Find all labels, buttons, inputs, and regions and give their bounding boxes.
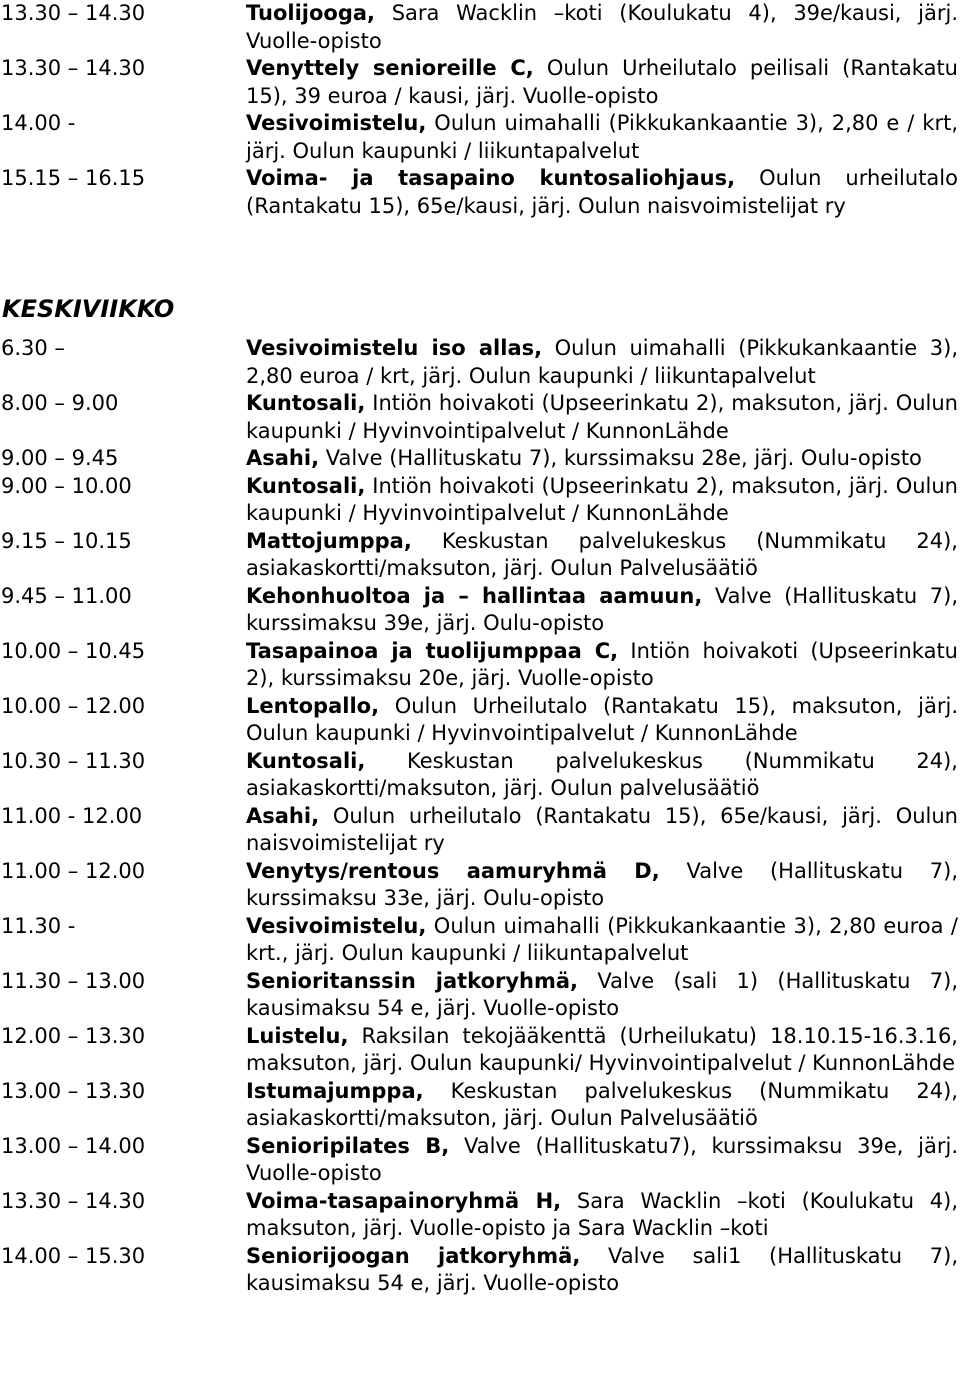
entry-activity-name: Asahi, xyxy=(246,446,320,470)
schedule-entry xyxy=(0,390,960,445)
entry-details: Sara Wacklin –koti (Koulukatu 4), maksuton, järj. Vuolle-opisto ja Sara Wacklin –koti xyxy=(246,1188,958,1240)
entry-activity-name: Senioritanssin jatkoryhmä, xyxy=(246,968,579,993)
entry-time: 10.00 – 10.45 xyxy=(1,638,146,663)
entry-time: 9.00 – 9.45 xyxy=(1,446,119,470)
entry-description xyxy=(246,110,958,165)
entry-description xyxy=(246,1023,958,1078)
entry-time: 13.00 – 13.30 xyxy=(1,1078,146,1103)
schedule-entry xyxy=(0,528,960,583)
entry-details: Intiön hoivakoti (Upseerinkatu 2), maksuton, järj. Oulun kaupunki / Hyvinvointipalvelut / KunnonLähde xyxy=(246,473,958,525)
entry-activity-name: Asahi, xyxy=(246,803,320,828)
entry-activity-name: Lentopallo, xyxy=(246,693,380,718)
entry-description xyxy=(246,638,958,693)
entry-details: Oulun urheilutalo (Rantakatu 15), 65e/kausi, järj. Oulun naisvoimistelijat ry xyxy=(246,166,958,218)
entry-time: 10.30 – 11.30 xyxy=(1,748,146,773)
schedule-entry xyxy=(0,110,960,165)
entry-description xyxy=(246,165,958,220)
schedule-entry xyxy=(0,55,960,110)
entry-activity-name: Senioripilates B, xyxy=(246,1133,450,1158)
entry-activity-name: Voima-tasapainoryhmä H, xyxy=(246,1188,562,1213)
entry-time: 13.00 – 14.00 xyxy=(1,1133,146,1158)
entry-time: 11.00 - 12.00 xyxy=(1,803,143,828)
schedule-entry xyxy=(0,1078,960,1133)
schedule-entry xyxy=(0,1023,960,1078)
entry-description xyxy=(246,445,958,473)
entry-time: 13.30 – 14.30 xyxy=(1,1188,146,1213)
schedule-entry xyxy=(0,0,960,55)
wednesday-schedule xyxy=(0,335,960,1298)
entry-activity-name: Kuntosali, xyxy=(246,748,366,773)
entry-activity-name: Seniorijoogan jatkoryhmä, xyxy=(246,1243,581,1268)
schedule-entry xyxy=(0,473,960,528)
entry-time: 9.45 – 11.00 xyxy=(1,583,132,608)
section-heading-wednesday: KESKIVIIKKO xyxy=(2,295,175,323)
schedule-entry xyxy=(0,803,960,858)
entry-details: Sara Wacklin –koti (Koulukatu 4), 39e/kausi, järj. Vuolle-opisto xyxy=(246,1,958,53)
entry-description xyxy=(246,1188,958,1243)
entry-details: Intiön hoivakoti (Upseerinkatu 2), maksuton, järj. Oulun kaupunki / Hyvinvointipalvelut / KunnonLähde xyxy=(246,391,958,443)
entry-activity-name: Tuolijooga, xyxy=(246,1,376,25)
entry-time: 11.30 - xyxy=(1,913,76,938)
entry-description xyxy=(246,528,958,583)
schedule-entry xyxy=(0,693,960,748)
entry-details: Oulun uimahalli (Pikkukankaantie 3), 2,80 euroa / krt, järj. Oulun kaupunki / liikuntapalvelut xyxy=(246,336,958,388)
entry-description xyxy=(246,583,958,638)
schedule-entry xyxy=(0,968,960,1023)
entry-description xyxy=(246,803,958,858)
entry-details: Valve (Hallituskatu 7), kurssimaksu 39e, järj. Oulu-opisto xyxy=(246,583,958,635)
entry-activity-name: Luistelu, xyxy=(246,1023,349,1048)
entry-time: 11.00 – 12.00 xyxy=(1,858,146,883)
entry-time: 9.00 – 10.00 xyxy=(1,473,132,498)
entry-activity-name: Vesivoimistelu, xyxy=(246,913,427,938)
entry-description xyxy=(246,968,958,1023)
entry-activity-name: Venytys/rentous aamuryhmä D, xyxy=(246,858,660,883)
entry-details: Keskustan palvelukeskus (Nummikatu 24), asiakaskortti/maksuton, järj. Oulun palvelusäätiö xyxy=(246,748,958,800)
entry-details: Oulun urheilutalo (Rantakatu 15), 65e/kausi, järj. Oulun naisvoimistelijat ry xyxy=(246,803,958,855)
entry-activity-name: Kehonhuoltoa ja – hallintaa aamuun, xyxy=(246,583,703,608)
entry-activity-name: Tasapainoa ja tuolijumppaa C, xyxy=(246,638,619,663)
entry-activity-name: Voima- ja tasapaino kuntosaliohjaus, xyxy=(246,166,736,190)
entry-activity-name: Vesivoimistelu, xyxy=(246,111,427,135)
entry-time: 13.30 – 14.30 xyxy=(1,1,146,25)
schedule-entry xyxy=(0,1188,960,1243)
entry-description xyxy=(246,913,958,968)
schedule-entry xyxy=(0,583,960,638)
entry-description xyxy=(246,473,958,528)
entry-activity-name: Mattojumppa, xyxy=(246,528,412,553)
entry-details: Valve (Hallituskatu7), kurssimaksu 39e, järj. Vuolle-opisto xyxy=(246,1133,958,1185)
entry-description xyxy=(246,55,958,110)
entry-activity-name: Vesivoimistelu iso allas, xyxy=(246,336,543,360)
schedule-entry xyxy=(0,1243,960,1298)
entry-description xyxy=(246,748,958,803)
entry-time: 9.15 – 10.15 xyxy=(1,528,132,553)
entry-time: 11.30 – 13.00 xyxy=(1,968,146,993)
schedule-entry xyxy=(0,913,960,968)
entry-activity-name: Istumajumppa, xyxy=(246,1078,424,1103)
entry-time: 12.00 – 13.30 xyxy=(1,1023,146,1048)
entry-details: Keskustan palvelukeskus (Nummikatu 24), asiakaskortti/maksuton, järj. Oulun Palvelusäätiö xyxy=(246,528,958,580)
entry-time: 14.00 - xyxy=(1,111,76,135)
entry-details: Valve (Hallituskatu 7), kurssimaksu 33e, järj. Oulu-opisto xyxy=(246,858,958,910)
entry-details: Valve (sali 1) (Hallituskatu 7), kausimaksu 54 e, järj. Vuolle-opisto xyxy=(246,968,958,1020)
tuesday-schedule-continued xyxy=(0,0,960,220)
entry-details: Oulun Urheilutalo (Rantakatu 15), maksuton, järj. Oulun kaupunki / Hyvinvointipalvelut / KunnonLähde xyxy=(246,693,958,745)
schedule-entry xyxy=(0,1133,960,1188)
entry-description xyxy=(246,335,958,390)
entry-details: Valve sali1 (Hallituskatu 7), kausimaksu 54 e, järj. Vuolle-opisto xyxy=(246,1243,959,1295)
schedule-entry xyxy=(0,335,960,390)
schedule-entry xyxy=(0,638,960,693)
entry-details: Oulun uimahalli (Pikkukankaantie 3), 2,80 e / krt, järj. Oulun kaupunki / liikuntapalvelut xyxy=(246,111,958,163)
entry-time: 10.00 – 12.00 xyxy=(1,693,146,718)
entry-details: Oulun uimahalli (Pikkukankaantie 3), 2,80 euroa / krt., järj. Oulun kaupunki / liikuntapalvelut xyxy=(246,913,958,965)
entry-time: 8.00 – 9.00 xyxy=(1,391,119,415)
entry-activity-name: Venyttely senioreille C, xyxy=(246,56,534,80)
entry-activity-name: Kuntosali, xyxy=(246,473,366,498)
schedule-entry xyxy=(0,445,960,473)
schedule-entry xyxy=(0,748,960,803)
entry-description xyxy=(246,390,958,445)
entry-time: 15.15 – 16.15 xyxy=(1,166,146,190)
entry-description xyxy=(246,1078,958,1133)
entry-details: Keskustan palvelukeskus (Nummikatu 24), asiakaskortti/maksuton, järj. Oulun Palvelusäätiö xyxy=(246,1078,958,1130)
entry-activity-name: Kuntosali, xyxy=(246,391,366,415)
entry-description xyxy=(246,1133,958,1188)
entry-details: Intiön hoivakoti (Upseerinkatu 2), kurssimaksu 20e, järj. Vuolle-opisto xyxy=(246,638,958,690)
schedule-entry xyxy=(0,858,960,913)
entry-description xyxy=(246,1243,958,1298)
schedule-entry xyxy=(0,165,960,220)
entry-description xyxy=(246,858,958,913)
entry-description xyxy=(246,693,958,748)
entry-description xyxy=(246,0,958,55)
entry-details: Oulun Urheilutalo peilisali (Rantakatu 15), 39 euroa / kausi, järj. Vuolle-opisto xyxy=(246,56,958,108)
entry-details: Raksilan tekojääkenttä (Urheilukatu) 18.10.15-16.3.16, maksuton, järj. Oulun kaupunki/ Hyvinvointipalvelut / KunnonLähde xyxy=(246,1023,958,1075)
entry-time: 13.30 – 14.30 xyxy=(1,56,146,80)
entry-time: 14.00 – 15.30 xyxy=(1,1243,146,1268)
entry-time: 6.30 – xyxy=(1,336,65,360)
entry-details: Valve (Hallituskatu 7), kurssimaksu 28e, järj. Oulu-opisto xyxy=(319,446,922,470)
